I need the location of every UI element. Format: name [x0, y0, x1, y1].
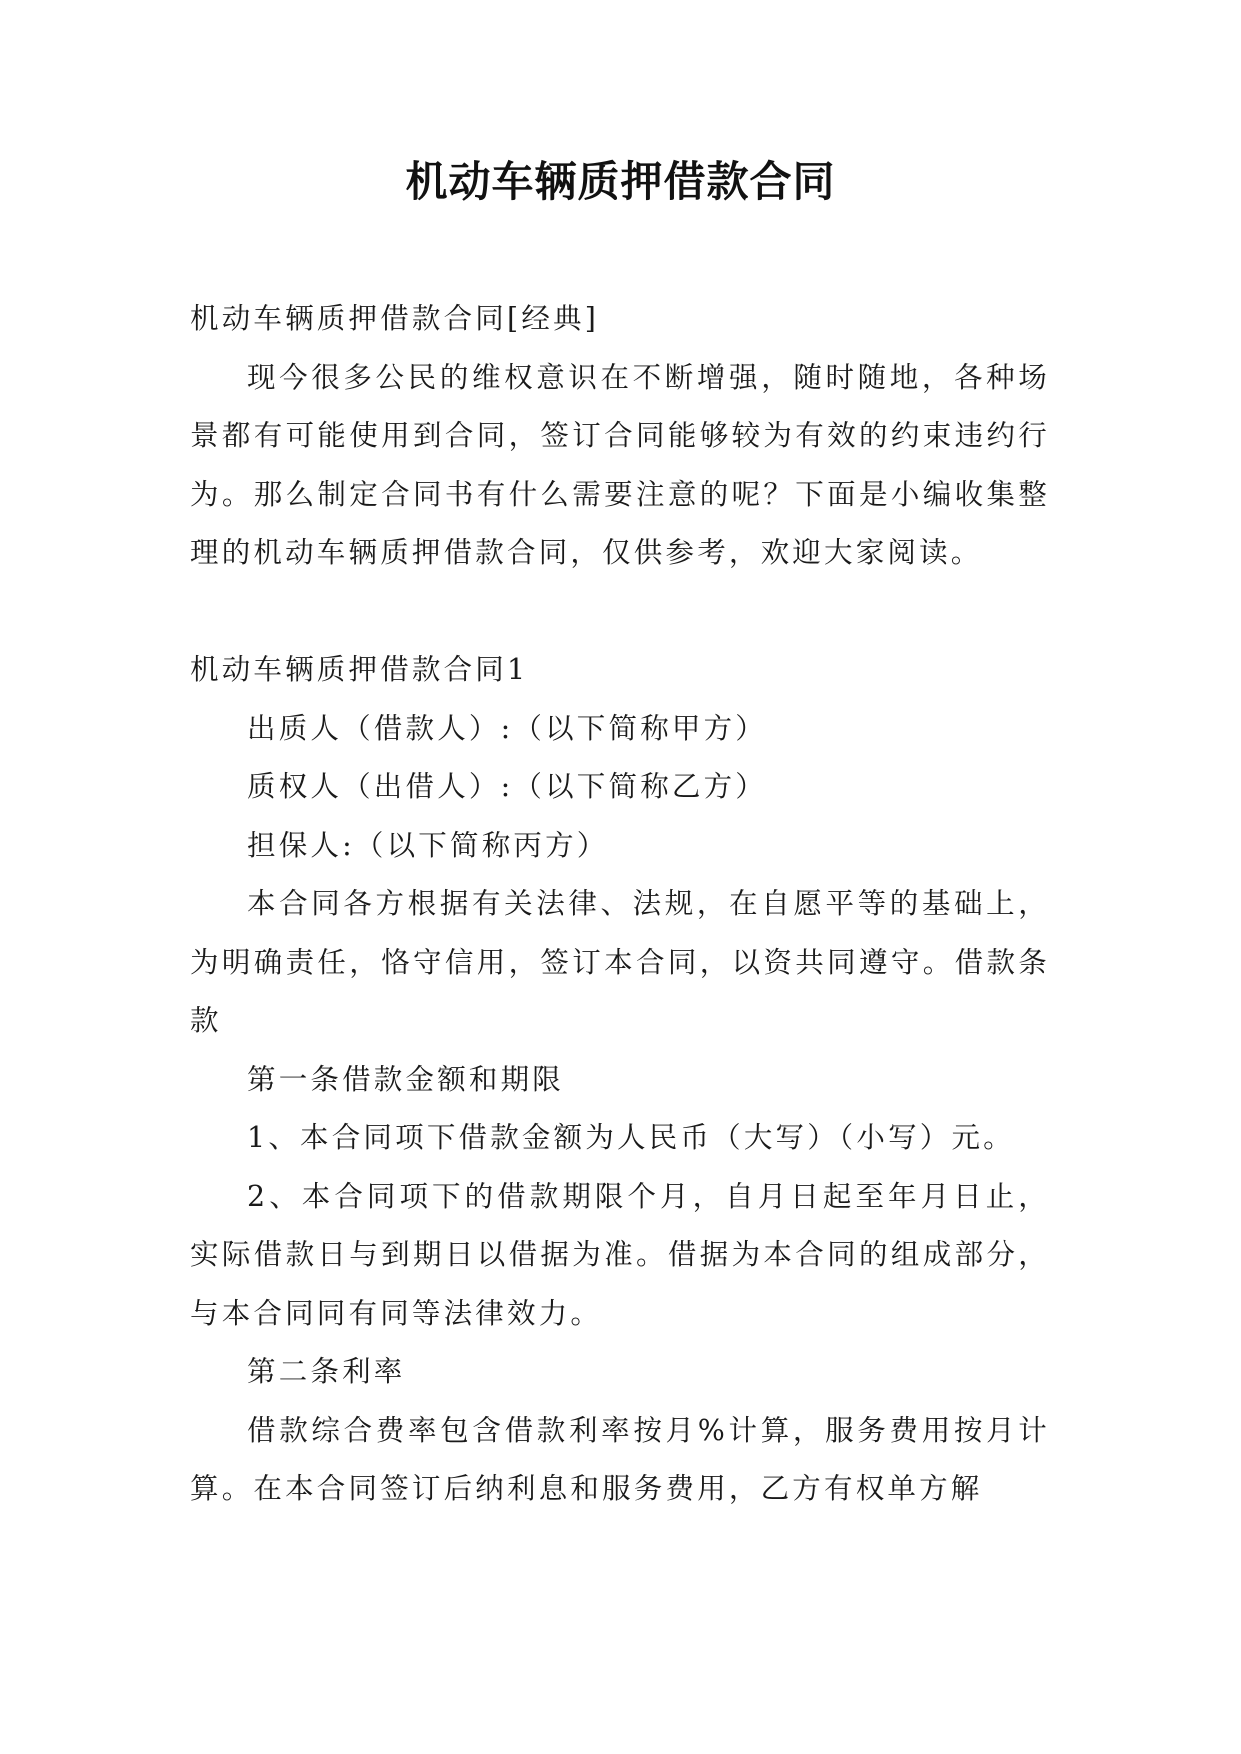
guarantor-line: 担保人:（以下简称丙方） — [247, 828, 609, 862]
document-subtitle: 机动车辆质押借款合同[经典] — [190, 302, 600, 335]
pledgor-line: 出质人（借款人）:（以下简称甲方） — [247, 711, 768, 745]
article-1-clause-1: 1、本合同项下借款金额为人民币（大写）（小写）元。 — [247, 1121, 1015, 1154]
pledgee-line: 质权人（出借人）:（以下简称乙方） — [247, 770, 768, 803]
article-1-clause-2: 2、本合同项下的借款期限个月，自月日起至年月日止，实际借款日与到期日以借据为准。借据为本合同的组成部分，与本合同同有同等法律效力。 — [190, 1179, 1050, 1330]
article-2-heading: 第二条利率 — [247, 1355, 406, 1388]
section-heading: 机动车辆质押借款合同1 — [190, 653, 529, 686]
intro-paragraph: 现今很多公民的维权意识在不断增强，随时随地，各种场景都有可能使用到合同，签订合同能够较为有效的约束违约行为。那么制定合同书有什么需要注意的呢？下面是小编收集整理的机动车辆质押借款合同，仅供参考，欢迎大家阅读。 — [190, 360, 1050, 569]
document-title: 机动车辆质押借款合同 — [405, 157, 836, 206]
preamble-paragraph: 本合同各方根据有关法律、法规，在自愿平等的基础上，为明确责任，恪守信用，签订本合同，以资共同遵守。借款条款 — [190, 887, 1050, 1037]
document-body — [190, 290, 1050, 1519]
article-1-heading: 第一条借款金额和期限 — [247, 1062, 565, 1096]
article-2-paragraph: 借款综合费率包含借款利率按月%计算，服务费用按月计算。在本合同签订后纳利息和服务费用，乙方有权单方解 — [190, 1413, 1050, 1505]
